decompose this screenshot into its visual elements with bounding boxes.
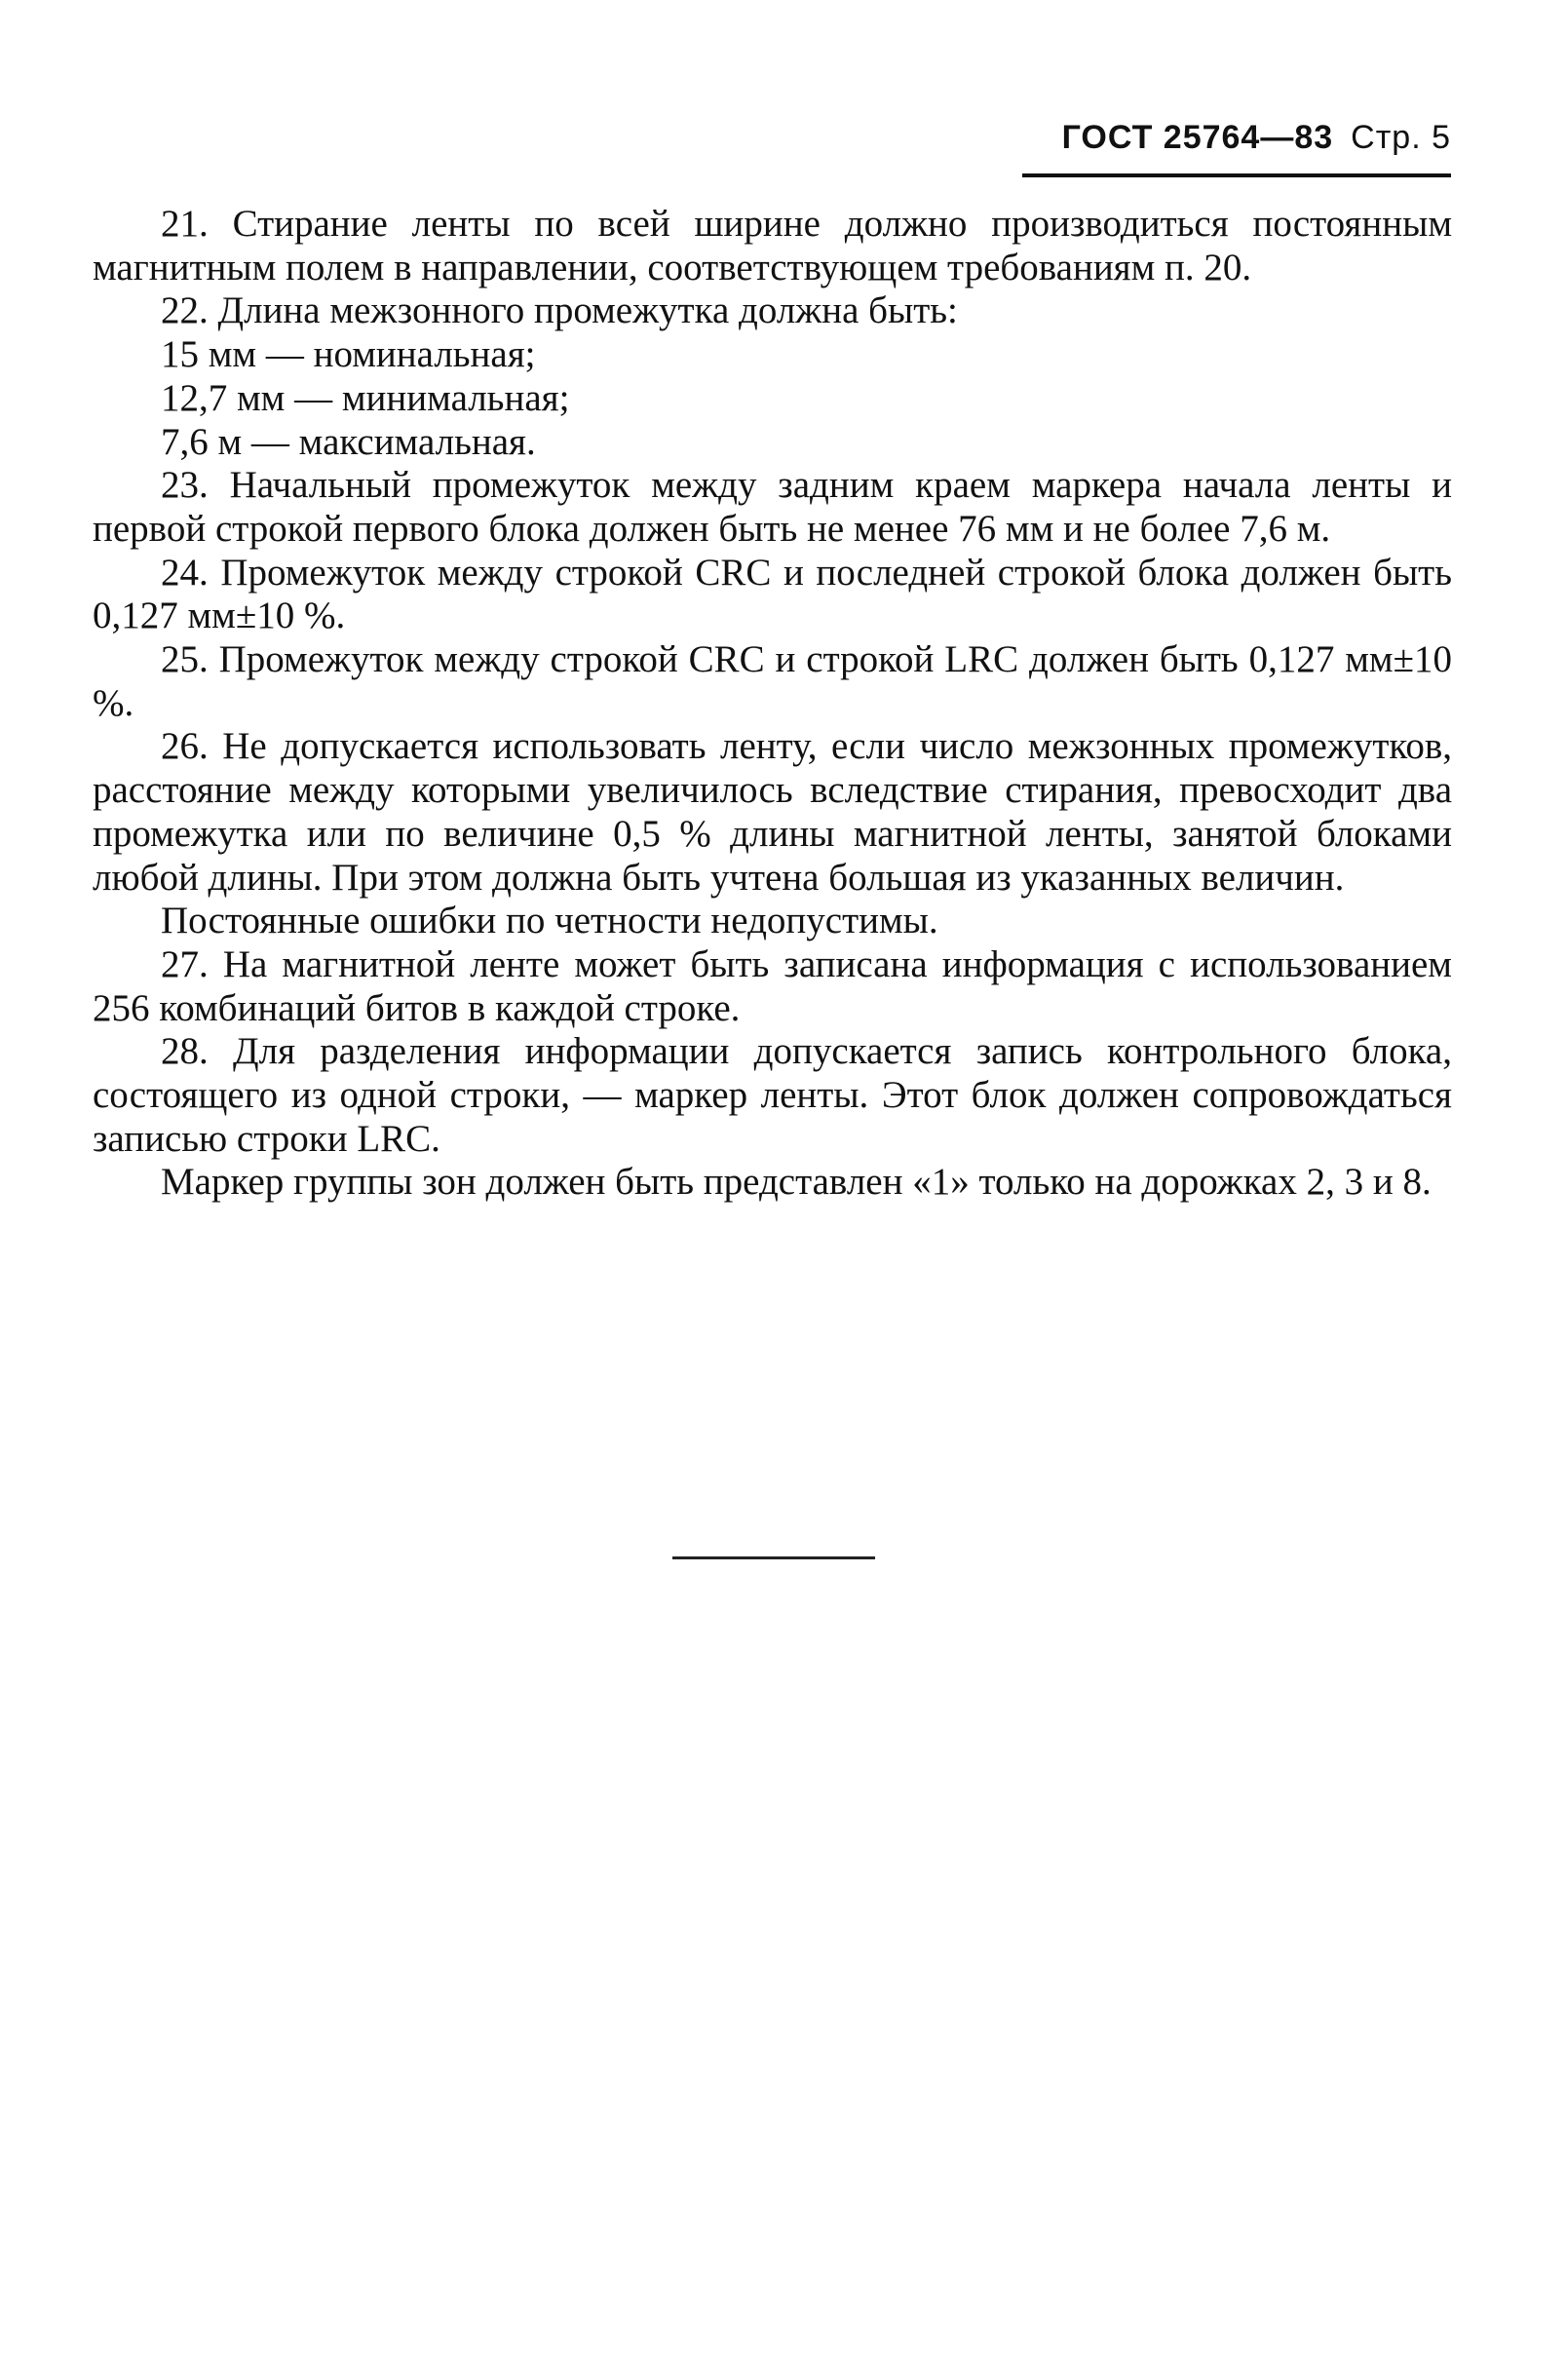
clause-24: 24. Промежуток между строкой CRC и последней строкой блока должен быть 0,127 мм±10 %. <box>93 551 1452 637</box>
clause-28: 28. Для разделения информации допускается запись контрольного блока, состоящего из одной строки, — маркер ленты. Этот блок должен сопровождаться записью строки LRC. <box>93 1030 1452 1160</box>
clause-23: 23. Начальный промежуток между задним краем маркера начала ленты и первой строкой первого блока должен быть не менее 76 мм и не более 7,6 м. <box>93 464 1452 550</box>
page-number: Стр. 5 <box>1351 119 1451 156</box>
clause-22: 22. Длина межзонного промежутка должна быть: <box>161 289 958 332</box>
clause-21: 21. Стирание ленты по всей ширине должно производиться постоянным магнитным полем в направлении, соответствующем требованиям п. 20. <box>93 203 1452 288</box>
section-end-rule <box>672 1556 875 1559</box>
clause-28-note: Маркер группы зон должен быть представлен «1» только на дорожках 2, 3 и 8. <box>161 1161 1432 1204</box>
standard-number: ГОСТ 25764—83 <box>1061 119 1334 156</box>
gap-length-nominal: 15 мм — номинальная; <box>161 333 536 376</box>
clause-26-note: Постоянные ошибки по четности недопустимы. <box>161 900 938 942</box>
document-body <box>93 203 1452 1205</box>
clause-26: 26. Не допускается использовать ленту, если число межзонных промежутков, расстояние между которыми увеличилось вследствие стирания, превосходит два промежутка или по величине 0,5 % длины магнитной ленты, занятой блоками любой длины. При этом должна быть учтена большая из указанных величин. <box>93 725 1452 899</box>
gap-length-maximum: 7,6 м — максимальная. <box>161 420 536 463</box>
gap-length-minimum: 12,7 мм — минимальная; <box>161 376 570 419</box>
clause-27: 27. На магнитной ленте может быть записана информация с использованием 256 комбинаций битов в каждой строке. <box>93 942 1452 1029</box>
clause-25: 25. Промежуток между строкой CRC и строкой LRC должен быть 0,127 мм±10 %. <box>93 638 1452 724</box>
header-rule <box>1022 173 1451 177</box>
page-header <box>1062 119 1451 157</box>
